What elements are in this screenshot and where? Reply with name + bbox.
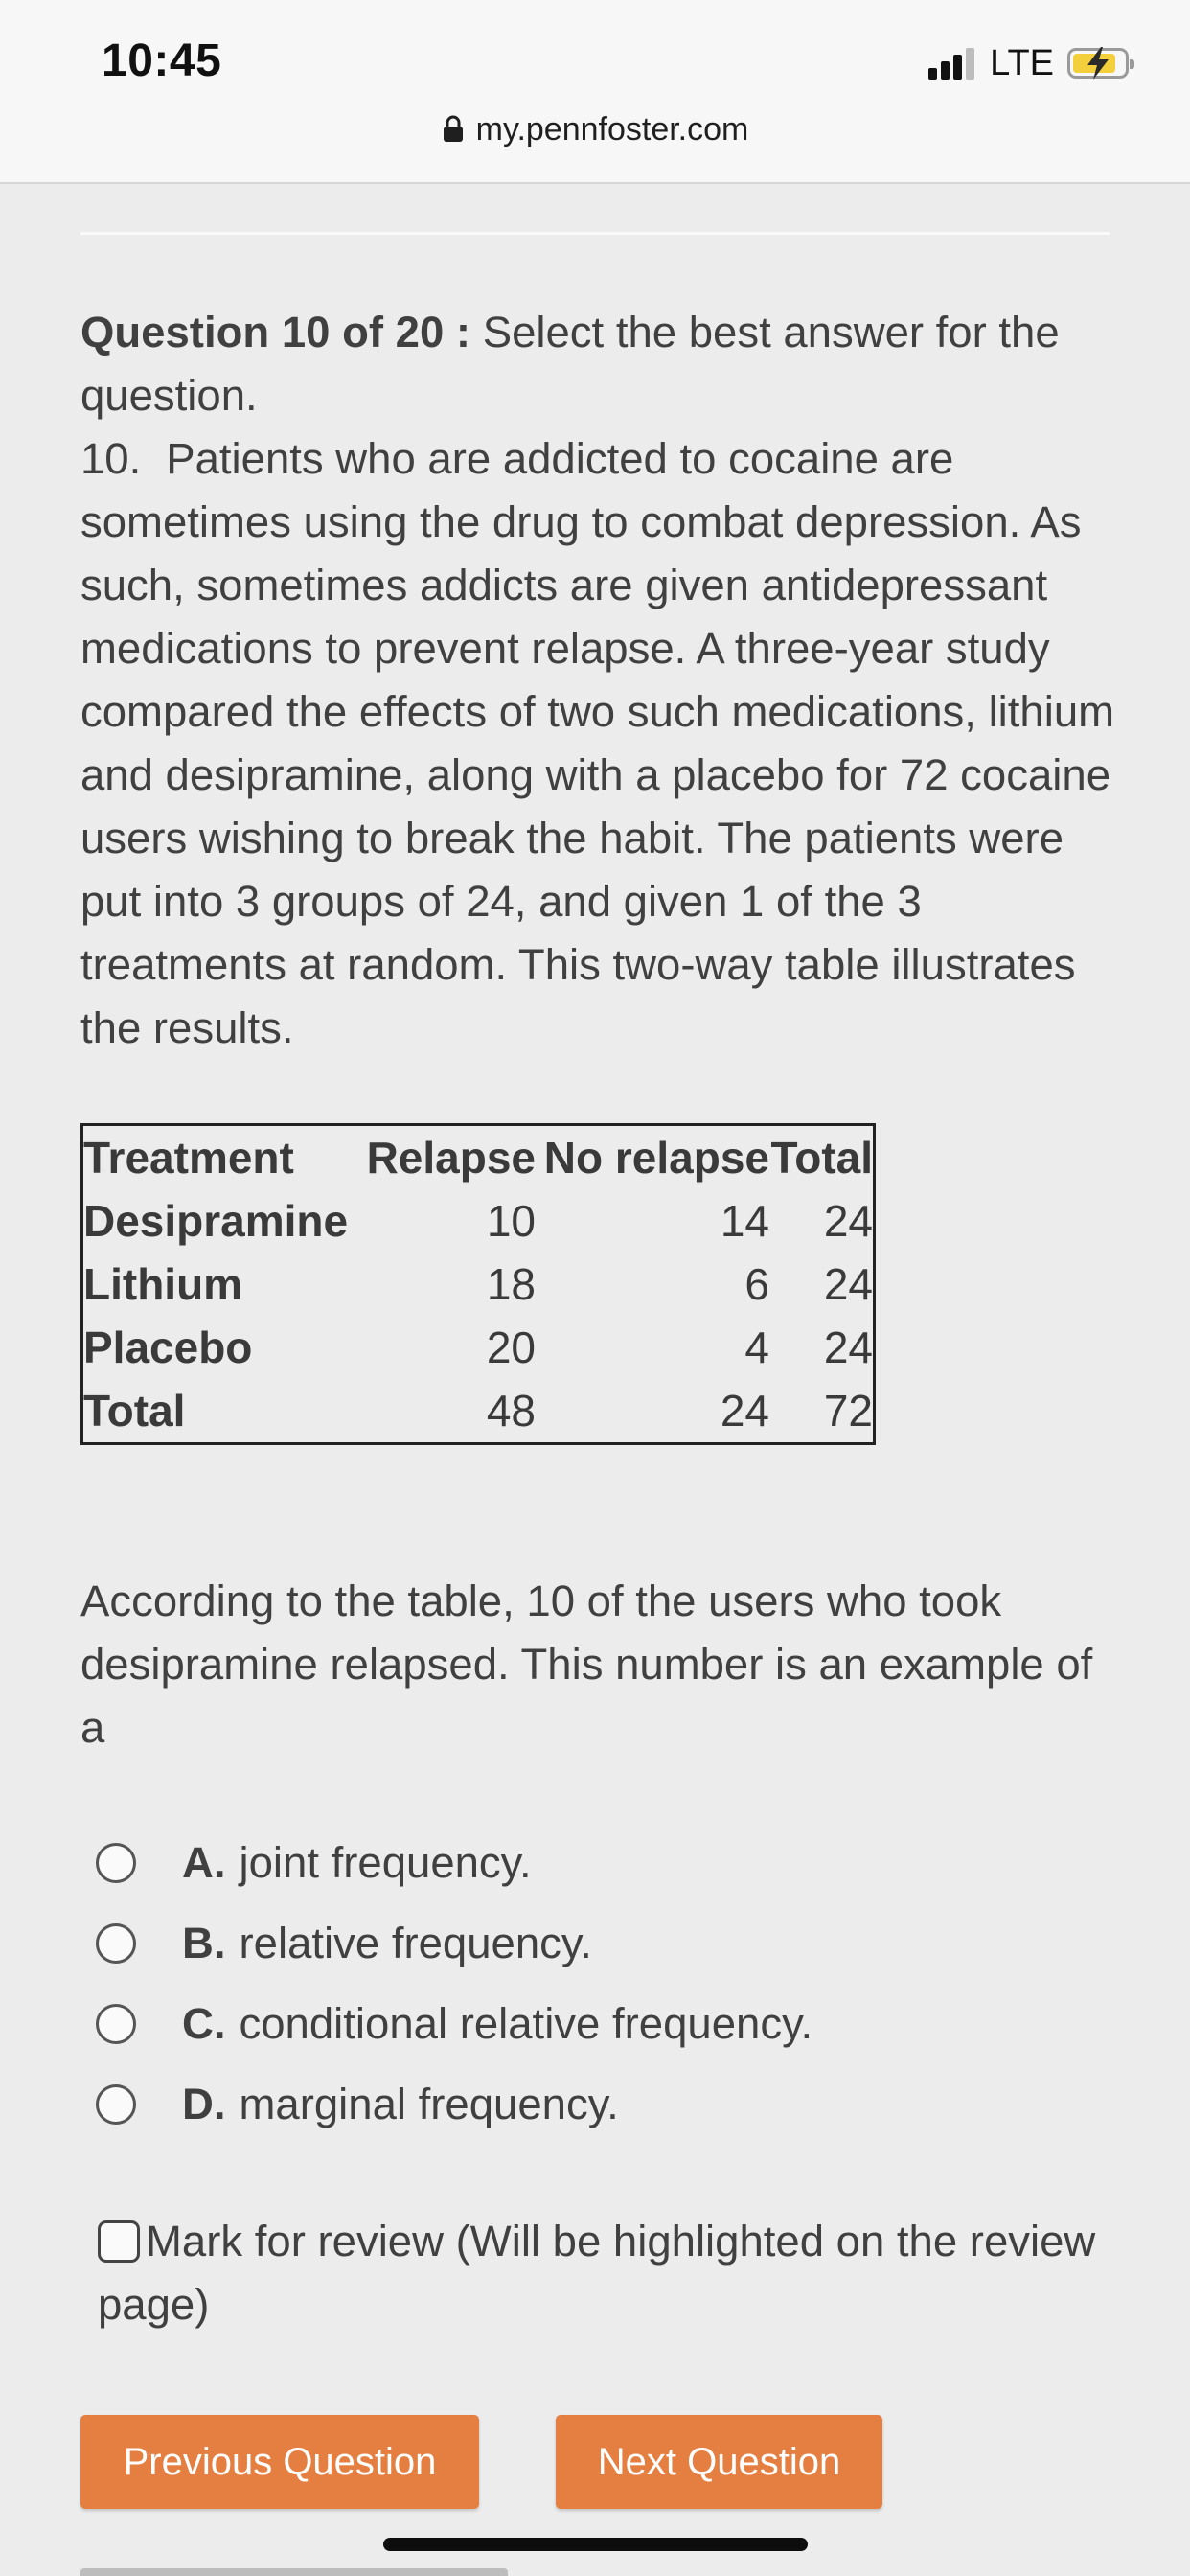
radio-button[interactable] bbox=[96, 1923, 136, 1964]
question-instruction: Select the best answer for the question. bbox=[80, 308, 1060, 420]
table-header: Total bbox=[770, 1133, 873, 1183]
table-cell: 24 bbox=[823, 1322, 873, 1372]
table-cell: Total bbox=[83, 1386, 186, 1436]
table-row bbox=[82, 1316, 875, 1379]
charging-bolt-icon bbox=[1082, 45, 1114, 81]
table-cell: 4 bbox=[744, 1322, 769, 1372]
radio-button[interactable] bbox=[96, 2004, 136, 2044]
question-heading: Question 10 of 20 : bbox=[80, 308, 471, 356]
answer-options bbox=[96, 1823, 1111, 2145]
option-letter: C. bbox=[182, 1999, 226, 2048]
network-label: LTE bbox=[990, 42, 1054, 83]
table-cell: 48 bbox=[486, 1386, 536, 1436]
table-header: Treatment bbox=[83, 1133, 294, 1183]
results-table bbox=[80, 1123, 876, 1445]
table-cell: Lithium bbox=[83, 1259, 243, 1309]
option-letter: A. bbox=[182, 1838, 226, 1887]
battery-icon bbox=[1067, 48, 1129, 79]
status-indicators bbox=[928, 42, 1129, 84]
table-cell: 18 bbox=[486, 1259, 536, 1309]
question-prompt: According to the table, 10 of the users who took desipramine relapsed. This number is an example of a bbox=[80, 1576, 1093, 1752]
home-indicator[interactable] bbox=[383, 2538, 808, 2551]
lock-icon bbox=[442, 114, 465, 143]
mark-for-review[interactable] bbox=[98, 2210, 1113, 2336]
table-row bbox=[82, 1253, 875, 1316]
table-cell: Desipramine bbox=[83, 1196, 349, 1246]
table-header: Relapse bbox=[366, 1133, 536, 1183]
browser-top-bar bbox=[0, 0, 1190, 184]
next-question-button[interactable]: Next Question bbox=[556, 2415, 882, 2509]
table-cell: 6 bbox=[744, 1259, 769, 1309]
table-row bbox=[82, 1189, 875, 1253]
question-number: 10. bbox=[80, 434, 142, 483]
radio-button[interactable] bbox=[96, 2084, 136, 2125]
review-label: Mark for review (Will be highlighted on the review page) bbox=[98, 2217, 1096, 2329]
option-text: conditional relative frequency. bbox=[239, 1999, 813, 2048]
table-cell: 20 bbox=[486, 1322, 536, 1372]
question-text: Patients who are addicted to cocaine are sometimes using the drug to combat depression. As such, sometimes addicts are given antidepressant medications to prevent relapse. A three-year study compared the effects of two such medications, lithium and desipramine, along with a placebo for 72 cocaine users wishing to break the habit. The patients were put into 3 groups of 24, and given 1 of the 3 treatments at random. This two-way table illustrates the results. bbox=[80, 434, 1115, 1052]
scroll-indicator bbox=[80, 2568, 508, 2576]
option-b[interactable] bbox=[96, 1903, 1111, 1984]
url-text: my.pennfoster.com bbox=[475, 111, 749, 148]
option-letter: D. bbox=[182, 2080, 226, 2128]
url-bar[interactable] bbox=[0, 111, 1190, 149]
table-cell: Placebo bbox=[83, 1322, 253, 1372]
option-d[interactable] bbox=[96, 2064, 1111, 2145]
option-text: relative frequency. bbox=[239, 1919, 592, 1967]
previous-question-button[interactable]: Previous Question bbox=[80, 2415, 479, 2509]
table-cell: 14 bbox=[720, 1196, 769, 1246]
table-cell: 24 bbox=[823, 1196, 873, 1246]
signal-icon bbox=[928, 47, 978, 80]
table-header: No relapse bbox=[543, 1133, 769, 1183]
table-cell: 72 bbox=[823, 1386, 873, 1436]
table-cell: 10 bbox=[486, 1196, 536, 1246]
table-header-row bbox=[82, 1125, 875, 1190]
option-a[interactable] bbox=[96, 1823, 1111, 1903]
option-text: joint frequency. bbox=[239, 1838, 532, 1887]
review-checkbox[interactable] bbox=[98, 2220, 140, 2263]
option-text: marginal frequency. bbox=[239, 2080, 619, 2128]
divider bbox=[80, 232, 1110, 235]
option-letter: B. bbox=[182, 1919, 226, 1967]
table-cell: 24 bbox=[823, 1259, 873, 1309]
question-block bbox=[80, 301, 1125, 1060]
option-c[interactable] bbox=[96, 1984, 1111, 2064]
table-cell: 24 bbox=[720, 1386, 769, 1436]
radio-button[interactable] bbox=[96, 1843, 136, 1883]
status-time: 10:45 bbox=[102, 35, 222, 86]
table-row bbox=[82, 1379, 875, 1444]
